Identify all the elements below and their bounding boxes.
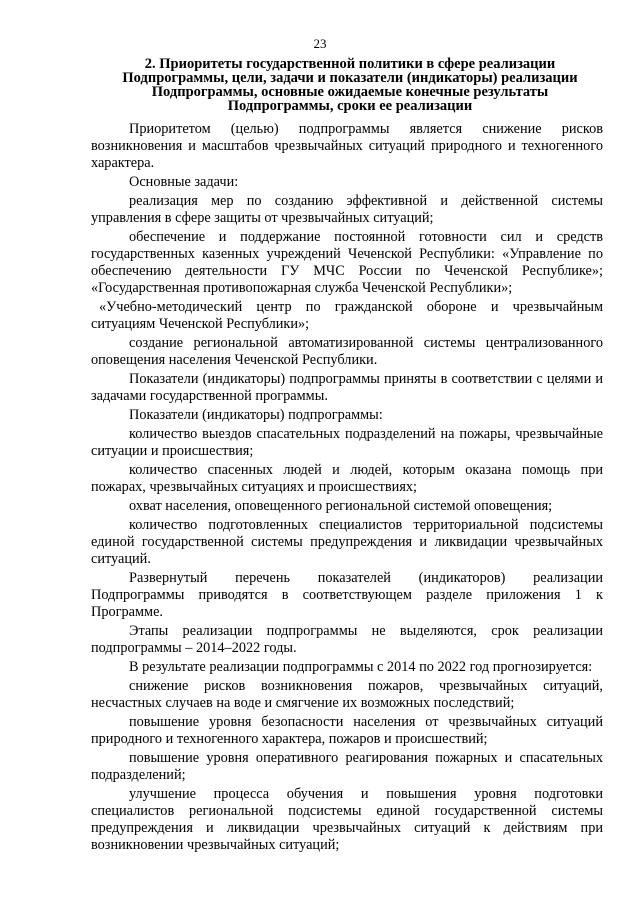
paragraph-indicators-note: Показатели (индикаторы) подпрограммы приняты в соответствии с целями и задачами государственной программы. — [91, 371, 603, 404]
paragraph-task: «Учебно-методический центр по гражданской обороне и чрезвычайным ситуациям Чеченской Республики»; — [91, 299, 603, 332]
paragraph-indicator: количество подготовленных специалистов территориальной подсистемы единой государственной системы предупреждения и ликвидации чрезвычайных ситуаций. — [91, 517, 603, 567]
paragraph-indicators-label: Показатели (индикаторы) подпрограммы: — [129, 407, 383, 423]
paragraph-task: создание региональной автоматизированной системы централизованного оповещения населения Чеченской Республики. — [91, 335, 603, 368]
paragraph-indicator: количество выездов спасательных подразделений на пожары, чрезвычайные ситуации и происшествия; — [91, 426, 603, 459]
paragraph-task: обеспечение и поддержание постоянной готовности сил и средств государственных казенных учреждений Чеченской Республики: «Управление по обеспечению деятельности ГУ МЧС России по Чеченской Республике»; «Государственная противопожарная служба Чеченской Республики»; — [91, 229, 603, 296]
paragraph-task: реализация мер по созданию эффективной и действенной системы управления в сфере защиты от чрезвычайных ситуаций; — [91, 193, 603, 226]
paragraph-indicator: количество спасенных людей и людей, которым оказана помощь при пожарах, чрезвычайных ситуациях и происшествиях; — [91, 462, 603, 495]
paragraph-result: повышение уровня безопасности населения от чрезвычайных ситуаций природного и техногенного характера, пожаров и происшествий; — [91, 714, 603, 747]
paragraph-result: повышение уровня оперативного реагирования пожарных и спасательных подразделений; — [91, 750, 603, 783]
page-number: 23 — [313, 36, 327, 51]
paragraph-stages: Этапы реализации подпрограммы не выделяются, срок реализации подпрограммы – 2014–2022 годы. — [91, 623, 603, 656]
body-text — [91, 121, 603, 854]
paragraph-forecast-label: В результате реализации подпрограммы с 2014 по 2022 год прогнозируется: — [129, 659, 593, 675]
heading-line: Подпрограммы, основные ожидаемые конечные результаты — [151, 84, 549, 100]
paragraph-main-tasks-label: Основные задачи: — [129, 174, 239, 190]
heading-line: Подпрограммы, сроки ее реализации — [227, 98, 473, 114]
section-heading — [95, 57, 605, 113]
paragraph-result: улучшение процесса обучения и повышения уровня подготовки специалистов региональной подсистемы единой государственной системы предупреждения и ликвидации чрезвычайных ситуаций к действиям при возникновении чрезвычайных ситуаций; — [91, 786, 603, 853]
heading-line: 2. Приоритеты государственной политики в сфере реализации — [144, 56, 556, 72]
paragraph-indicators-list-note: Развернутый перечень показателей (индикаторов) реализации Подпрограммы приводятся в соответствующем разделе приложения 1 к Программе. — [91, 570, 603, 620]
paragraph-priority: Приоритетом (целью) подпрограммы является снижение рисков возникновения и масштабов чрезвычайных ситуаций природного и техногенного характера. — [91, 121, 603, 171]
paragraph-indicator: охват населения, оповещенного региональной системой оповещения; — [129, 498, 553, 514]
paragraph-result: снижение рисков возникновения пожаров, чрезвычайных ситуаций, несчастных случаев на воде и смягчение их возможных последствий; — [91, 678, 603, 711]
heading-line: Подпрограммы, цели, задачи и показатели (индикаторы) реализации — [122, 70, 578, 86]
